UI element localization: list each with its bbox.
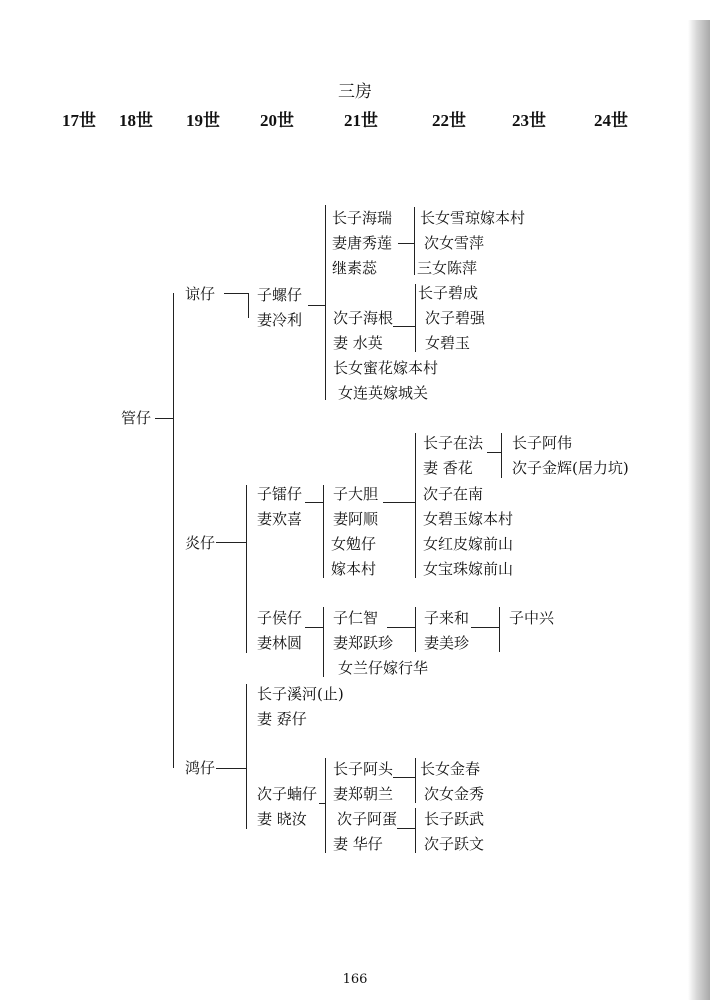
connector-line — [414, 207, 415, 275]
person-lianying: 女连英嫁城关 — [338, 384, 429, 402]
person-adan: 次子阿蛋 — [337, 810, 398, 828]
connector-line — [323, 485, 324, 578]
connector-line — [397, 828, 415, 829]
person-mianzai: 女勉仔 — [331, 535, 377, 553]
person-mihua: 长女蜜花嫁本村 — [333, 359, 439, 377]
person-renzhi: 子仁智 — [333, 609, 379, 627]
person-yuewen: 次子跃文 — [424, 835, 485, 853]
connector-line — [155, 418, 173, 419]
person-zainan: 次子在南 — [423, 485, 484, 503]
scan-edge-shadow — [688, 20, 710, 1000]
person-xihe-wife: 妻 孬仔 — [257, 710, 307, 728]
person-baozhu: 女宝珠嫁前山 — [423, 560, 514, 578]
connector-line — [501, 433, 502, 478]
connector-line — [471, 627, 499, 628]
person-biyu: 女碧玉 — [425, 334, 471, 352]
person-liangzai: 谅仔 — [185, 285, 216, 303]
connector-line — [325, 205, 326, 400]
person-hairui-second-wife: 继素蕊 — [332, 259, 378, 277]
connector-line — [415, 284, 416, 352]
person-zaifa-wife: 妻 香花 — [423, 459, 473, 477]
connector-line — [415, 808, 416, 853]
person-nanzai: 次子蝻仔 — [257, 785, 318, 803]
connector-line — [308, 305, 325, 306]
person-atou-wife: 妻郑朝兰 — [333, 785, 394, 803]
connector-line — [216, 768, 246, 769]
person-houzai-wife: 妻林圆 — [257, 634, 303, 652]
person-leizai-wife: 妻欢喜 — [257, 510, 303, 528]
person-laihe-wife: 妻美珍 — [424, 634, 470, 652]
person-adan-wife: 妻 华仔 — [333, 835, 383, 853]
person-renzhi-wife: 妻郑跃珍 — [333, 634, 394, 652]
connector-line — [499, 607, 500, 652]
page-title: 三房 — [338, 82, 372, 102]
connector-line — [415, 758, 416, 803]
person-xihe: 长子溪河(止) — [257, 685, 344, 703]
generation-header-24: 24世 — [594, 111, 628, 130]
person-dadan: 子大胆 — [333, 485, 379, 503]
connector-line — [398, 243, 414, 244]
person-zhongxing: 子中兴 — [509, 609, 555, 627]
connector-line — [415, 607, 416, 652]
person-yanzai: 炎仔 — [185, 534, 216, 552]
connector-line — [387, 627, 415, 628]
person-zaifa: 长子在法 — [423, 434, 484, 452]
person-haigen: 次子海根 — [333, 309, 394, 327]
person-xueqiong: 长女雪琼嫁本村 — [420, 209, 526, 227]
person-lanzai: 女兰仔嫁行华 — [338, 659, 429, 677]
person-awei: 长子阿伟 — [512, 434, 573, 452]
person-nanzai-wife: 妻 晓汝 — [257, 810, 307, 828]
person-jinchun: 长女金春 — [420, 760, 481, 778]
connector-line — [305, 627, 323, 628]
person-biyu-2: 女碧玉嫁本村 — [423, 510, 514, 528]
generation-header-23: 23世 — [512, 111, 546, 130]
person-hairui: 长子海瑞 — [332, 209, 393, 227]
generation-header-20: 20世 — [260, 111, 294, 130]
connector-line — [487, 452, 501, 453]
person-chenping: 三女陈萍 — [417, 259, 478, 277]
person-jinxiu: 次女金秀 — [424, 785, 485, 803]
person-dadan-wife: 妻阿顺 — [333, 510, 379, 528]
person-hongzai: 鸿仔 — [185, 759, 216, 777]
connector-line — [248, 293, 249, 318]
person-guanzai: 管仔 — [121, 409, 152, 427]
page-number: 166 — [342, 972, 368, 987]
person-yuewu: 长子跃武 — [424, 810, 485, 828]
connector-line — [393, 326, 415, 327]
person-jinhui: 次子金辉(居力坑) — [512, 459, 629, 477]
connector-line — [224, 293, 248, 294]
generation-header-17: 17世 — [62, 111, 96, 130]
person-houzai: 子侯仔 — [257, 609, 303, 627]
connector-line — [383, 502, 415, 503]
person-xueping: 次女雪萍 — [424, 234, 485, 252]
person-luozai-wife: 妻冷利 — [257, 311, 303, 329]
person-biqiang: 次子碧强 — [425, 309, 486, 327]
person-bicheng: 长子碧成 — [418, 284, 479, 302]
connector-line — [305, 502, 323, 503]
person-leizai: 子镭仔 — [257, 485, 303, 503]
person-hairui-wife: 妻唐秀莲 — [332, 234, 393, 252]
person-luozai: 子螺仔 — [257, 286, 303, 304]
generation-header-22: 22世 — [432, 111, 466, 130]
person-atou: 长子阿头 — [333, 760, 394, 778]
generation-header-19: 19世 — [186, 111, 220, 130]
person-laihe: 子来和 — [424, 609, 470, 627]
person-haigen-wife: 妻 水英 — [333, 334, 383, 352]
generation-header-21: 21世 — [344, 111, 378, 130]
connector-line — [323, 607, 324, 677]
person-mianzai-married: 嫁本村 — [331, 560, 377, 578]
connector-line — [173, 293, 174, 768]
connector-line — [325, 758, 326, 853]
person-hongpi: 女红皮嫁前山 — [423, 535, 514, 553]
connector-line — [393, 777, 415, 778]
connector-line — [246, 485, 247, 653]
connector-line — [415, 433, 416, 578]
generation-header-18: 18世 — [119, 111, 153, 130]
connector-line — [246, 684, 247, 829]
connector-line — [216, 542, 246, 543]
